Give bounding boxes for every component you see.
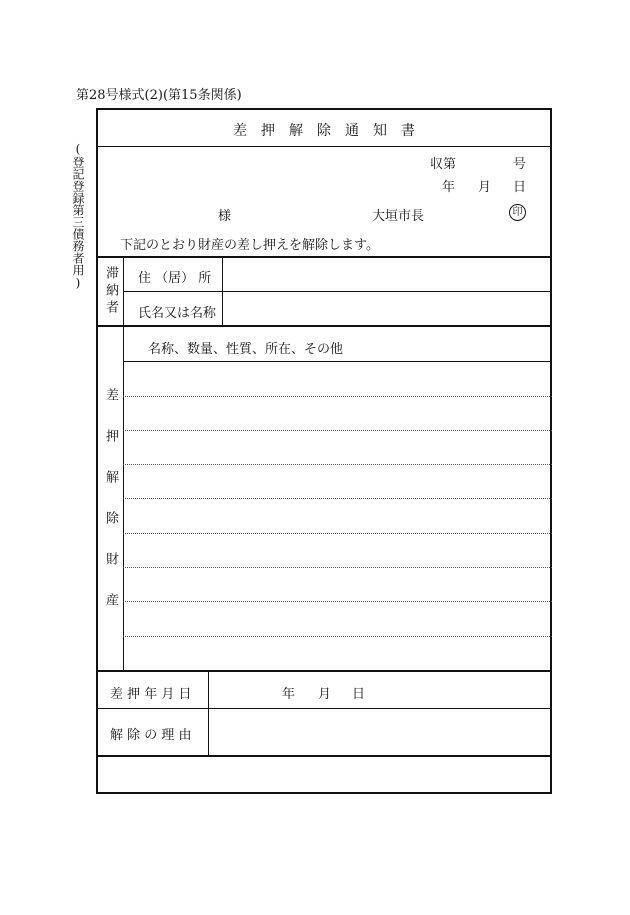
receipt-prefix: 収第 <box>430 157 457 172</box>
seizure-date-day: 日 <box>352 687 366 702</box>
property-header: 名称、数量、性質、所在、その他 <box>148 342 344 357</box>
section-divider-3 <box>96 670 552 672</box>
name-label: 氏名又は名称 <box>138 306 217 321</box>
seizure-date-label: 差 押 年 月 日 <box>110 687 192 702</box>
delinquent-row-divider <box>123 291 552 292</box>
property-row-line <box>123 533 552 534</box>
section-divider-4 <box>96 755 552 757</box>
date-year: 年 <box>442 180 456 195</box>
release-reason-label: 解 除 の 理 由 <box>110 728 192 743</box>
property-row-line <box>123 636 552 637</box>
number-suffix: 号 <box>513 157 527 172</box>
seizure-date-year: 年 <box>282 687 296 702</box>
property-row-line <box>123 567 552 568</box>
date-month: 月 <box>478 180 492 195</box>
seal-mark: 印 <box>509 204 526 221</box>
title-divider <box>96 146 552 147</box>
section-divider-2 <box>96 325 552 327</box>
property-row-line <box>123 430 552 431</box>
form-title: 差 押 解 除 通 知 書 <box>233 123 415 139</box>
issuer-name: 大垣市長 <box>372 209 425 224</box>
property-row-line <box>123 601 552 602</box>
property-label: 差押解除財産 <box>103 388 118 634</box>
form-number: 第28号様式(2)(第15条関係) <box>76 88 242 103</box>
delinquent-label: 滞納者 <box>103 266 118 317</box>
date-row-divider <box>96 708 552 709</box>
property-row-line <box>123 396 552 397</box>
notice-text: 下記のとおり財産の差し押えを解除します。 <box>120 238 379 253</box>
side-note: (登記登録第三債務者用) <box>71 142 85 290</box>
property-header-divider <box>123 361 552 362</box>
property-row-line <box>123 464 552 465</box>
property-row-line <box>123 498 552 499</box>
address-label: 住 （居） 所 <box>138 271 212 286</box>
seizure-date-month: 月 <box>318 687 332 702</box>
section-divider-1 <box>96 256 552 258</box>
date-label-divider <box>208 671 209 756</box>
addressee-suffix: 様 <box>218 209 232 224</box>
date-day: 日 <box>513 180 527 195</box>
